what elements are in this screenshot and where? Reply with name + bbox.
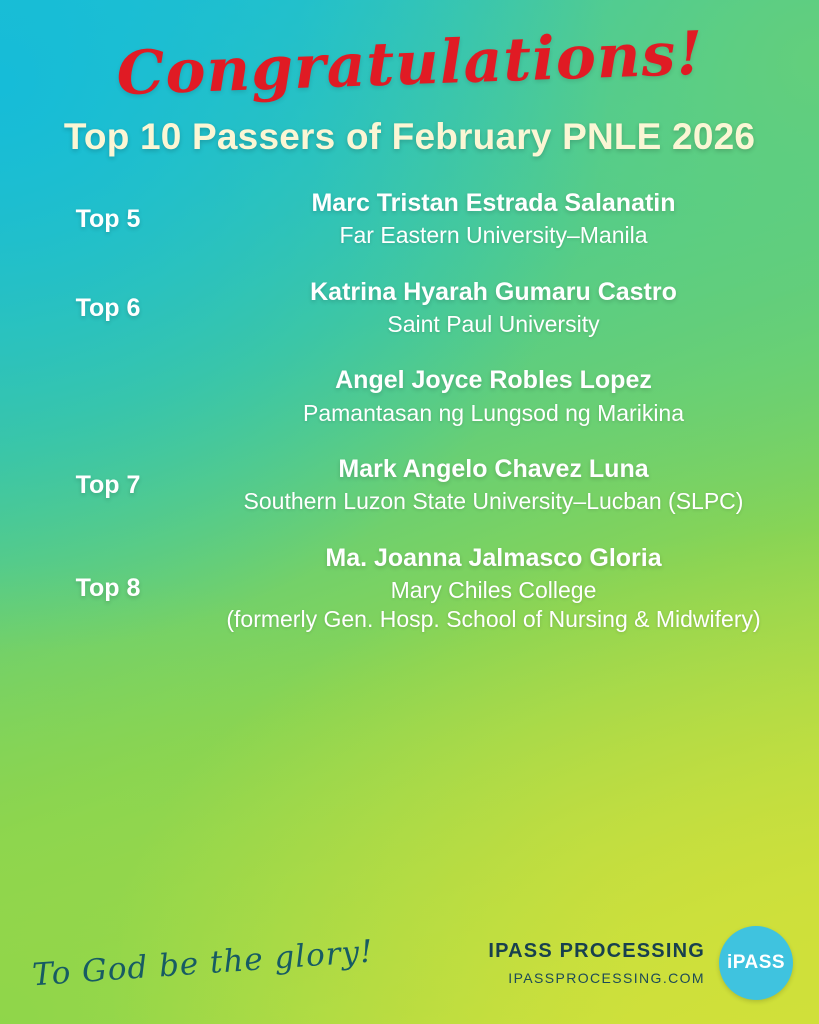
passer-school-extra: (formerly Gen. Hosp. School of Nursing & Midwifery): [226, 606, 761, 633]
passer-name: Ma. Joanna Jalmasco Gloria: [325, 543, 662, 572]
brand-name: IPASS PROCESSING: [488, 940, 705, 962]
passer-info: [198, 543, 801, 635]
passer-school: Southern Luzon State University–Lucban (SLPC): [243, 488, 744, 515]
logo-text: iPASS: [726, 952, 786, 973]
list-item: [18, 188, 801, 251]
brand-block: [392, 940, 719, 986]
rank-label: Top 5: [75, 204, 141, 233]
passer-name: Mark Angelo Chavez Luna: [338, 455, 649, 484]
passer-name: Angel Joyce Robles Lopez: [335, 366, 652, 395]
glory-tagline: To God be the glory!: [31, 933, 375, 994]
list-item: [18, 365, 801, 428]
passer-info: [198, 454, 801, 517]
list-item: [18, 454, 801, 517]
passer-name: Marc Tristan Estrada Salanatin: [311, 189, 676, 217]
page-title: Top 10 Passers of February PNLE 2026: [63, 116, 756, 157]
list-item: [18, 277, 801, 340]
rank-label: Top 6: [75, 293, 141, 322]
congratulations-heading: Congratulations!: [115, 18, 705, 110]
passer-info: [198, 365, 801, 428]
passer-school: Pamantasan ng Lungsod ng Marikina: [302, 399, 685, 426]
passer-info: [198, 188, 801, 251]
rank-label: Top 7: [75, 470, 141, 499]
passer-school: Mary Chiles College: [390, 577, 597, 603]
ipass-logo: [719, 926, 793, 1000]
brand-url: IPASSPROCESSING.COM: [508, 970, 705, 986]
footer: [0, 926, 819, 1000]
list-item: [18, 543, 801, 635]
passer-name: Katrina Hyarah Gumaru Castro: [310, 277, 677, 306]
passer-school: Far Eastern University–Manila: [339, 222, 648, 249]
passer-info: [198, 277, 801, 340]
passer-school: Saint Paul University: [387, 310, 600, 337]
passers-list: [0, 188, 819, 635]
rank-label: Top 8: [75, 574, 141, 603]
